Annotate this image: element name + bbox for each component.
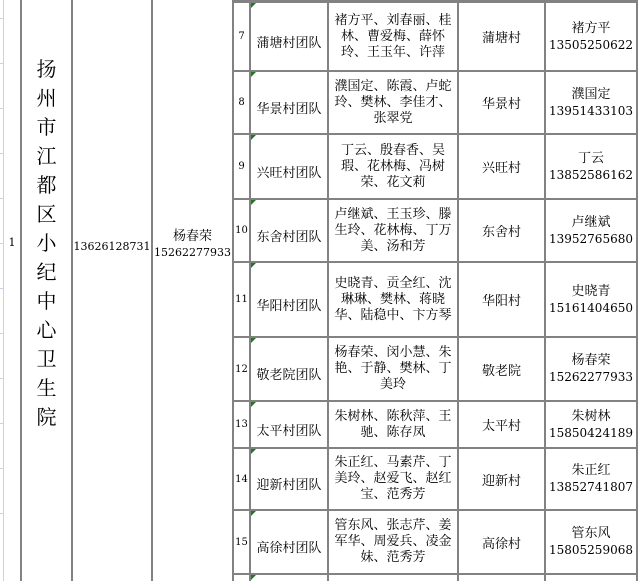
table-row (234, 72, 638, 135)
village-cell[interactable] (459, 72, 546, 133)
row-number-cell[interactable] (234, 200, 251, 261)
team-members: 朱正红、马素芹、丁美玲、赵爱飞、赵红宝、范秀芳 (334, 455, 452, 502)
leader-info (153, 229, 232, 261)
row-number-cell[interactable] (234, 511, 251, 573)
row-number: 7 (238, 31, 245, 42)
team-members: 褚方平、刘春丽、桂林、曹爱梅、薛怀玲、王玉年、许萍 (334, 12, 452, 60)
team-name-cell[interactable] (251, 263, 329, 336)
team-name-cell[interactable] (251, 511, 329, 573)
team-members: 杨春荣、闵小慧、朱艳、于静、樊林、丁美玲 (334, 345, 452, 392)
org-name-vertical-text: 扬 州 市 江 都 区 小 纪 中 心 卫 生 院 (36, 57, 57, 429)
contact-phone: 15805259068 (549, 543, 633, 557)
contact-phone: 13852741807 (549, 480, 633, 494)
team-members: 朱树林、陈秋萍、王驰、陈存凤 (334, 408, 452, 440)
village-cell[interactable] (459, 449, 546, 509)
contact-cell[interactable] (546, 135, 638, 198)
contact-name: 史晓青 (571, 283, 611, 299)
comment-marker-icon (251, 338, 256, 343)
row-number: 13 (235, 419, 248, 430)
contact-phone: 13505250622 (549, 37, 633, 52)
leader-name: 杨春荣 (172, 229, 212, 244)
row-number: 10 (235, 225, 248, 236)
team-members: 管东风、张志芹、姜军华、周爱兵、凌金妹、范秀芳 (334, 518, 452, 565)
comment-marker-icon (251, 200, 256, 205)
village-cell[interactable] (459, 575, 546, 581)
team-name: 蒲塘村团队 (256, 35, 322, 51)
row-number-cell[interactable] (234, 3, 251, 70)
team-members: 史晓青、贡全红、沈琳琳、樊林、蒋晓华、陆稳中、卞方琴 (334, 275, 452, 323)
table-row (234, 3, 638, 72)
group-index-value: 1 (8, 236, 16, 249)
team-name: 敬老院团队 (256, 368, 322, 383)
row-number: 8 (238, 97, 245, 108)
row-number: 15 (235, 536, 248, 548)
comment-marker-icon (251, 511, 256, 516)
team-members-cell[interactable] (329, 3, 459, 70)
contact-phone: 13952765680 (549, 231, 633, 246)
village-name: 敬老院 (481, 363, 521, 379)
table-row (234, 449, 638, 511)
contact-cell[interactable] (546, 402, 638, 447)
table-row (234, 135, 638, 200)
org-phone-cell[interactable] (73, 0, 153, 581)
team-members-cell[interactable] (329, 72, 459, 133)
contact-phone: 15262277933 (549, 370, 633, 384)
comment-marker-icon (251, 402, 256, 407)
comment-marker-icon (251, 449, 256, 454)
team-table (234, 0, 638, 581)
table-row (234, 511, 638, 575)
team-name-cell[interactable] (251, 402, 329, 447)
contact-name: 朱正红 (571, 463, 611, 478)
team-members-cell[interactable] (329, 402, 459, 447)
team-name: 太平村团队 (256, 423, 322, 439)
contact-cell[interactable] (546, 575, 638, 581)
contact-name: 褚方平 (571, 20, 611, 36)
org-name-cell[interactable] (22, 0, 73, 581)
contact-phone: 13852586162 (549, 167, 633, 182)
comment-marker-icon (251, 263, 256, 268)
team-members-cell[interactable] (329, 135, 459, 198)
contact-phone: 15850424189 (549, 425, 633, 440)
contact-cell[interactable] (546, 338, 638, 400)
village-name: 兴旺村 (481, 161, 521, 176)
team-name: 高徐村团队 (256, 541, 322, 556)
team-name-cell[interactable] (251, 449, 329, 509)
village-name: 高徐村 (481, 536, 521, 552)
org-phone-value: 13626128731 (73, 240, 151, 253)
contact-cell[interactable] (546, 3, 638, 70)
team-members-cell[interactable] (329, 449, 459, 509)
team-name: 华景村团队 (256, 101, 322, 117)
village-cell[interactable] (459, 511, 546, 573)
leader-phone: 15262277933 (154, 246, 231, 259)
contact-cell[interactable] (546, 263, 638, 336)
village-name: 迎新村 (481, 473, 521, 489)
team-name: 华阳村团队 (256, 298, 322, 314)
village-cell[interactable] (459, 200, 546, 261)
team-name-cell[interactable] (251, 135, 329, 198)
contact-cell[interactable] (546, 511, 638, 573)
row-number-cell[interactable] (234, 402, 251, 447)
row-number-cell[interactable] (234, 263, 251, 336)
team-name-cell[interactable] (251, 72, 329, 133)
team-members: 卢继斌、王玉珍、滕生玲、花林梅、丁万美、汤和芳 (334, 206, 452, 254)
contact-name: 管东风 (571, 526, 611, 541)
table-row (234, 200, 638, 263)
team-name: 兴旺村团队 (256, 165, 322, 181)
village-cell[interactable] (459, 3, 546, 70)
team-members-cell[interactable] (329, 511, 459, 573)
village-cell[interactable] (459, 402, 546, 447)
village-name: 太平村 (481, 419, 521, 434)
row-number-cell[interactable] (234, 575, 251, 581)
leader-cell[interactable] (153, 0, 234, 581)
village-cell[interactable] (459, 263, 546, 336)
team-name-cell[interactable] (251, 575, 329, 581)
table-row-partial (234, 575, 638, 581)
table-row (234, 263, 638, 338)
contact-name: 杨春荣 (571, 353, 611, 368)
row-number: 12 (235, 363, 248, 375)
village-cell[interactable] (459, 338, 546, 400)
contact-name: 濮国定 (571, 86, 611, 102)
team-members-cell[interactable] (329, 575, 459, 581)
comment-marker-icon (251, 575, 256, 580)
village-name: 华阳村 (481, 294, 521, 309)
team-name: 东舍村团队 (256, 229, 322, 245)
row-number-cell[interactable] (234, 135, 251, 198)
comment-marker-icon (251, 135, 256, 140)
row-number-cell[interactable] (234, 72, 251, 133)
row-number-cell[interactable] (234, 338, 251, 400)
row-number: 9 (238, 161, 245, 172)
comment-marker-icon (251, 3, 256, 8)
village-name: 东舍村 (481, 225, 521, 240)
team-name-cell[interactable] (251, 338, 329, 400)
village-name: 华景村 (481, 97, 521, 112)
team-name: 迎新村团队 (256, 478, 322, 493)
contact-cell[interactable] (546, 449, 638, 509)
comment-marker-icon (251, 72, 256, 77)
contact-phone: 13951433103 (549, 103, 633, 118)
table-row (234, 402, 638, 449)
row-number: 11 (235, 294, 248, 305)
contact-phone: 15161404650 (549, 300, 633, 315)
team-name-cell[interactable] (251, 3, 329, 70)
row-number: 14 (235, 473, 248, 485)
team-members-cell[interactable] (329, 338, 459, 400)
row-number-cell[interactable] (234, 449, 251, 509)
group-index-cell[interactable] (4, 0, 22, 581)
team-name-cell[interactable] (251, 200, 329, 261)
team-members-cell[interactable] (329, 200, 459, 261)
contact-cell[interactable] (546, 72, 638, 133)
contact-cell[interactable] (546, 200, 638, 261)
contact-name: 卢继斌 (571, 214, 611, 230)
village-name: 蒲塘村 (481, 31, 521, 46)
team-members: 丁云、殷春香、吴瑕、花林梅、冯树荣、花文莉 (340, 142, 445, 190)
table-row (234, 338, 638, 402)
village-cell[interactable] (459, 135, 546, 198)
contact-name: 朱树林 (571, 408, 611, 424)
contact-name: 丁云 (577, 150, 604, 166)
team-members: 濮国定、陈霞、卢蛇玲、樊林、李佳才、张翠党 (334, 78, 452, 126)
team-members-cell[interactable] (329, 263, 459, 336)
